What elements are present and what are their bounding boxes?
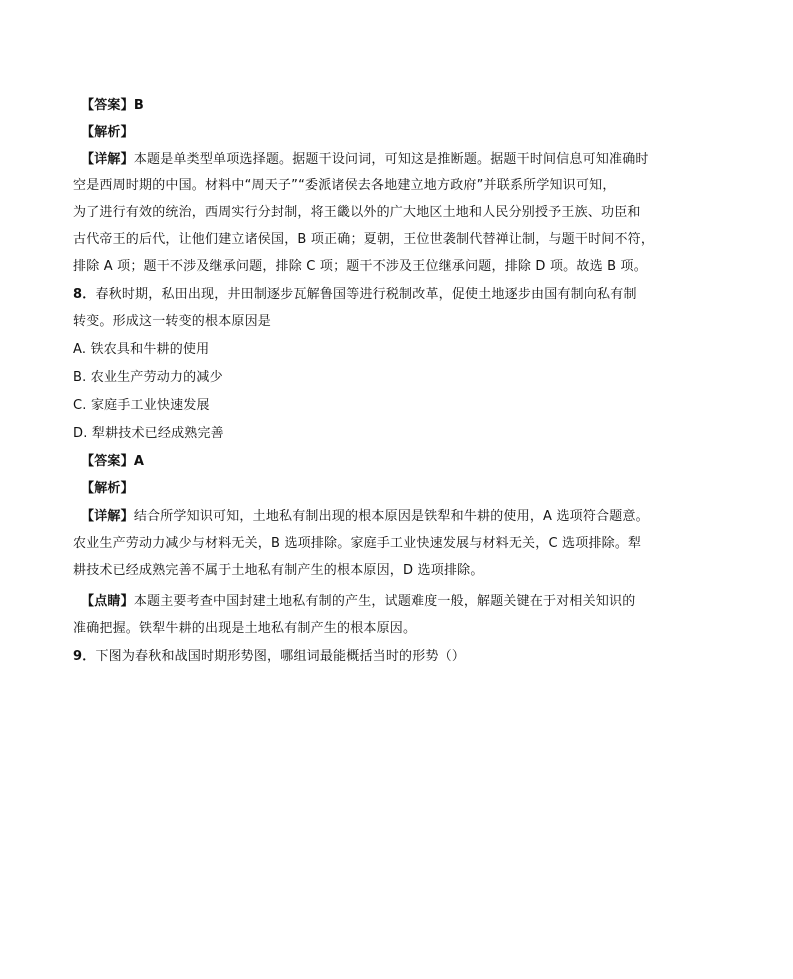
q7-detail-label: 【详解】 (81, 152, 134, 167)
q8-answer (81, 452, 144, 472)
q7-detail-line-1 (81, 150, 649, 170)
q8-option-a: A. 铁农具和牛耕的使用 (73, 342, 210, 357)
q8-tip-line-1 (81, 592, 635, 612)
q7-answer (81, 96, 144, 116)
q8-option-c: C. 家庭手工业快速发展 (73, 398, 210, 413)
q8-stem-line-2: 转变。形成这一转变的根本原因是 (73, 314, 272, 329)
q8-number: 8． (73, 287, 96, 302)
q8-answer-value: A (133, 454, 145, 469)
q8-detail-text-1: 结合所学知识可知，土地私有制出现的根本原因是铁犁和牛耕的使用，A 选项符合题意。 (133, 509, 649, 524)
q8-option-d: D. 犁耕技术已经成熟完善 (73, 426, 224, 441)
q8-detail-line-1 (81, 507, 649, 527)
q8-stem-line-1 (73, 285, 637, 305)
q8-tip-line-2: 准确把握。铁犁牛耕的出现是土地私有制产生的根本原因。 (73, 621, 417, 636)
q8-tip-text-1: 本题主要考查中国封建土地私有制的产生，试题难度一般，解题关键在于对相关知识的 (133, 594, 636, 609)
q7-detail-text-1: 本题是单类型单项选择题。据题干设问词，可知这是推断题。据题干时间信息可知准确时 (133, 152, 649, 167)
q9-stem-text: 下图为春秋和战国时期形势图，哪组词最能概括当时的形势（） (95, 649, 466, 664)
q7-analysis-label: 【解析】 (81, 125, 134, 140)
q8-stem-text-1: 春秋时期，私田出现，井田制逐步瓦解鲁国等进行税制改革，促使土地逐步由国有制向私有制 (95, 287, 637, 302)
q7-detail-line-2: 空是西周时期的中国。材料中“周天子”“委派诸侯去各地建立地方政府”并联系所学知识可知， (73, 178, 616, 193)
q7-detail-line-3: 为了进行有效的统治，西周实行分封制，将王畿以外的广大地区土地和人民分别授予王族、功臣和 (73, 205, 641, 220)
q7-answer-label: 【答案】 (81, 98, 134, 113)
q7-answer-value: B (133, 98, 144, 113)
q8-analysis-label: 【解析】 (81, 481, 134, 496)
q9-number: 9． (73, 649, 96, 664)
q8-detail-line-3: 耕技术已经成熟完善不属于土地私有制产生的根本原因，D 选项排除。 (73, 563, 484, 578)
q8-tip-label: 【点睛】 (81, 594, 134, 609)
q9-stem (73, 647, 465, 667)
q8-detail-label: 【详解】 (81, 509, 134, 524)
q7-detail-line-4: 古代帝王的后代，让他们建立诸侯国，B 项正确；夏朝，王位世袭制代替禅让制，与题干时间不符， (73, 232, 655, 247)
q8-option-b: B. 农业生产劳动力的减少 (73, 370, 223, 385)
q7-detail-line-5: 排除 A 项；题干不涉及继承问题，排除 C 项；题干不涉及王位继承问题，排除 D 项。故选 B 项。 (73, 259, 647, 274)
q8-answer-label: 【答案】 (81, 454, 134, 469)
q8-detail-line-2: 农业生产劳动力减少与材料无关，B 选项排除。家庭手工业快速发展与材料无关，C 选项排除。犁 (73, 536, 642, 551)
